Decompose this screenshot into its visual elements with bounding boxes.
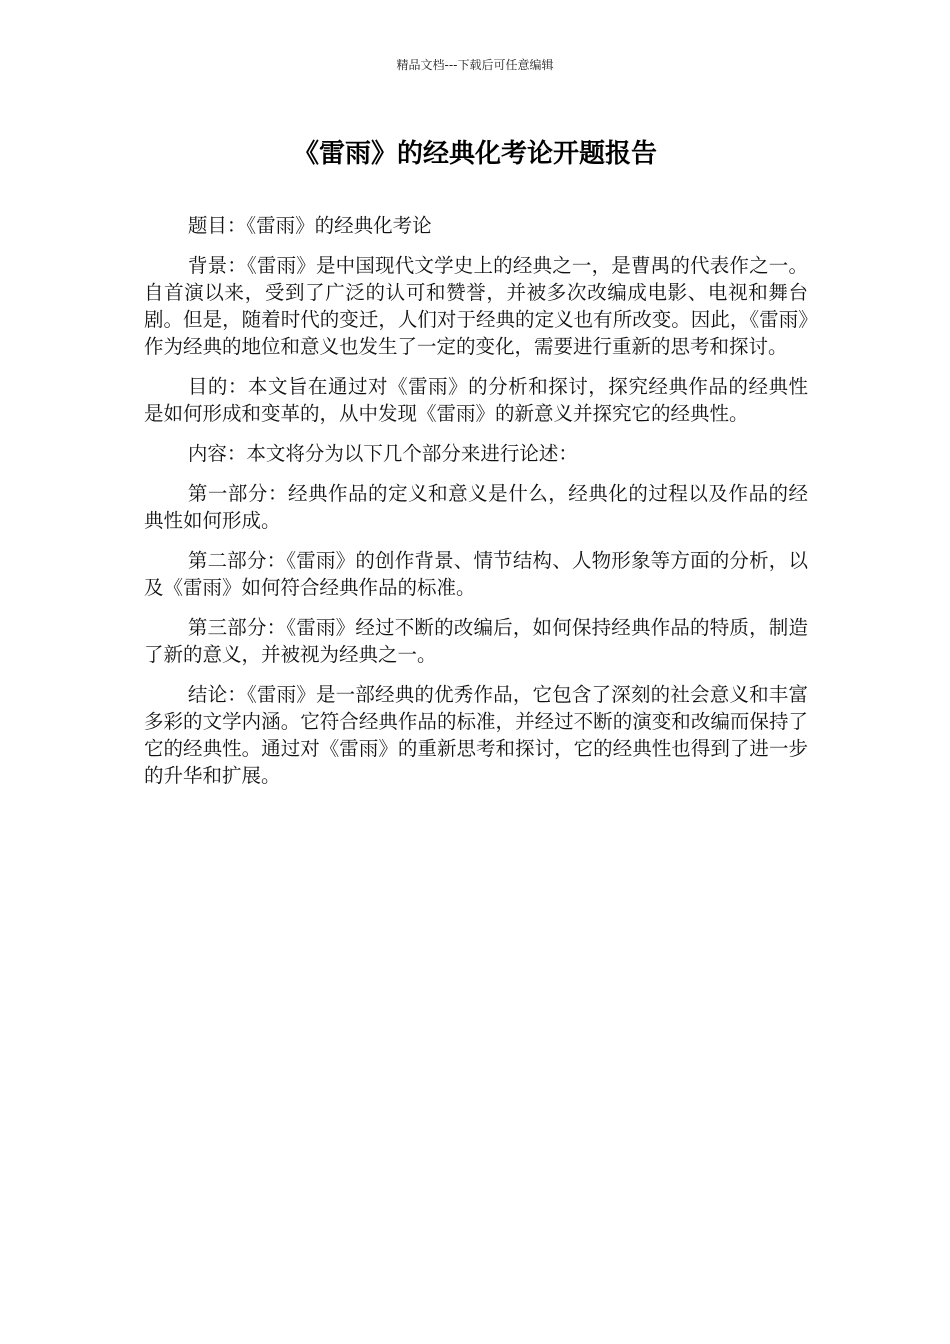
document-body <box>144 212 808 802</box>
paragraph-part-three: 第三部分：《雷雨》经过不断的改编后，如何保持经典作品的特质，制造了新的意义，并被视为经典之一。 <box>144 616 808 666</box>
paragraph-part-one: 第一部分：经典作品的定义和意义是什么，经典化的过程以及作品的经典性如何形成。 <box>144 482 808 532</box>
document-title: 《雷雨》的经典化考论开题报告 <box>292 139 657 169</box>
paragraph-conclusion: 结论：《雷雨》是一部经典的优秀作品，它包含了深刻的社会意义和丰富多彩的文学内涵。它符合经典作品的标准，并经过不断的演变和改编而保持了它的经典性。通过对《雷雨》的重新思考和探讨，它的经典性也得到了进一步的升华和扩展。 <box>144 683 808 787</box>
paragraph-part-two: 第二部分：《雷雨》的创作背景、情节结构、人物形象等方面的分析，以及《雷雨》如何符合经典作品的标准。 <box>144 549 808 599</box>
page-header: 精品文档---下载后可任意编辑 <box>396 58 554 72</box>
paragraph-topic: 题目：《雷雨》的经典化考论 <box>187 214 432 237</box>
paragraph-purpose: 目的：本文旨在通过对《雷雨》的分析和探讨，探究经典作品的经典性是如何形成和变革的，从中发现《雷雨》的新意义并探究它的经典性。 <box>144 375 808 425</box>
paragraph-content: 内容：本文将分为以下几个部分来进行论述： <box>187 442 578 465</box>
paragraph-background: 背景：《雷雨》是中国现代文学史上的经典之一，是曹禺的代表作之一。自首演以来，受到了广泛的认可和赞誉，并被多次改编成电影、电视和舞台剧。但是，随着时代的变迁，人们对于经典的定义也有所改变。因此，《雷雨》作为经典的地位和意义也发生了一定的变化，需要进行重新的思考和探讨。 <box>144 254 808 358</box>
